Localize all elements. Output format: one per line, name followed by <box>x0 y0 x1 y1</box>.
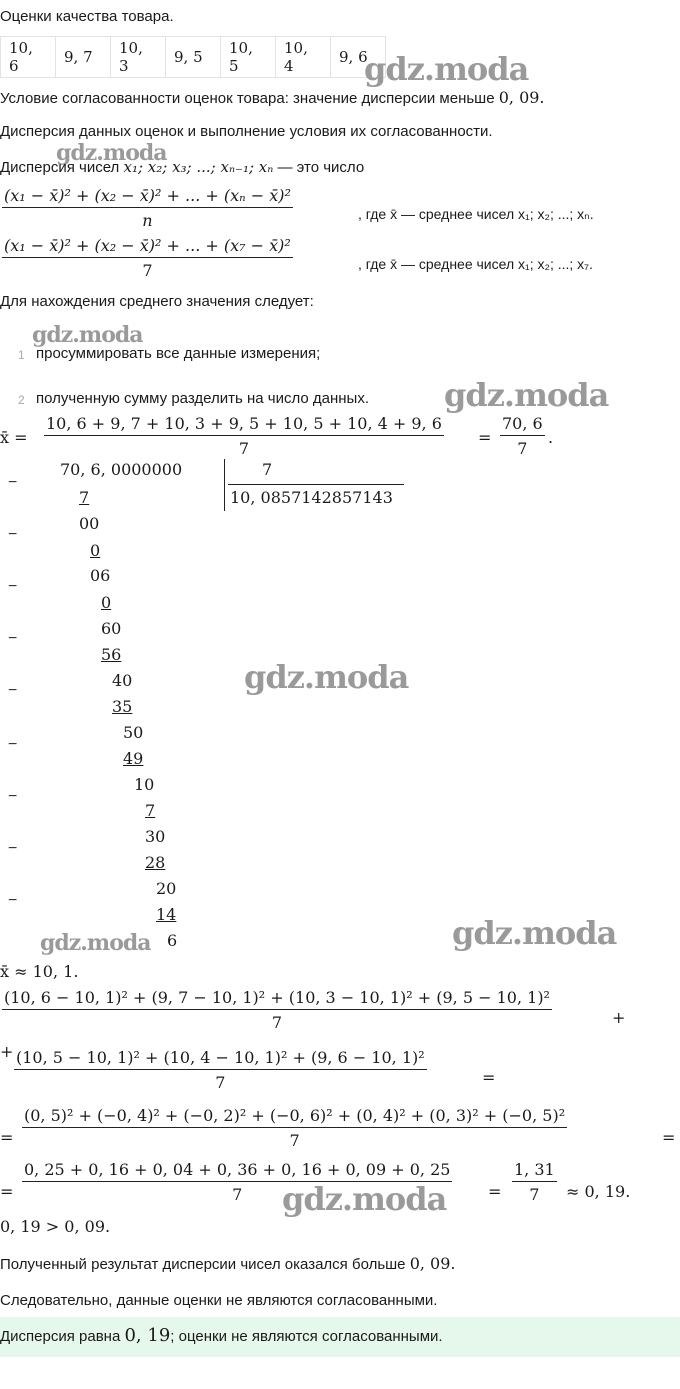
fraction-bar <box>2 257 293 258</box>
result-line <box>0 1254 456 1274</box>
variance-result-fraction <box>512 1160 557 1204</box>
score-cell: 10, 6 <box>1 37 56 78</box>
definition-line <box>0 158 364 177</box>
variance-denominator: 7 <box>289 1131 300 1150</box>
definition-vars: x₁; x₂; x₃; ...; xₙ₋₁; xₙ <box>123 158 274 176</box>
variance-formula-general <box>2 186 293 230</box>
dividend: 70, 6, 0000000 <box>60 460 183 479</box>
variance-result-numerator: 1, 31 <box>514 1160 555 1179</box>
subtrahend: 35 <box>112 697 133 716</box>
subtrahend: 0 <box>90 541 101 560</box>
heading: Оценки качества товара. <box>0 8 174 25</box>
subtrahend: 7 <box>79 488 90 507</box>
equals-sign: = <box>488 1182 502 1201</box>
watermark: gdz.moda <box>40 930 151 956</box>
score-cell: 9, 6 <box>331 37 386 78</box>
quotient: 10, 0857142857143 <box>230 488 393 507</box>
variance-approx: ≈ 0, 19. <box>566 1182 631 1201</box>
plus-sign: + <box>0 1042 14 1061</box>
answer-text: Дисперсия равна <box>0 1328 121 1345</box>
list-item: полученную сумму разделить на число данных. <box>36 390 369 407</box>
mean-intro: Для нахождения среднего значения следует: <box>0 293 314 310</box>
equals-sign: = <box>0 1182 14 1201</box>
period: . <box>548 428 554 447</box>
formula-numerator: (x₁ − x̄)² + (x₂ − x̄)² + ... + (x₇ − x̄)² <box>4 236 291 255</box>
mean-approx: x̄ ≈ 10, 1. <box>0 962 79 981</box>
plus-sign: + <box>612 1008 626 1027</box>
division-horizontal-line <box>228 484 404 485</box>
watermark: gdz.moda <box>244 658 409 696</box>
score-cell: 10, 3 <box>111 37 166 78</box>
variance-fraction-1 <box>2 988 552 1032</box>
list-item: просуммировать все данные измерения; <box>36 345 321 362</box>
subtrahend: 0 <box>101 593 112 612</box>
subtrahend: 28 <box>145 853 166 872</box>
answer-line <box>0 1325 443 1347</box>
remainder: 10 <box>134 775 155 794</box>
fraction-bar <box>500 435 545 436</box>
remainder: 60 <box>101 619 122 638</box>
formula-denominator: 7 <box>142 261 153 280</box>
section-title: Дисперсия данных оценок и выполнение условия их согласованности. <box>0 123 493 140</box>
formula-denominator: n <box>142 211 153 230</box>
remainder: 40 <box>112 671 133 690</box>
condition-value: 0, 09. <box>498 88 545 107</box>
subtrahend: 7 <box>145 801 156 820</box>
mean-denominator: 7 <box>238 439 250 458</box>
fraction-bar <box>22 1127 567 1128</box>
fraction-bar <box>512 1181 557 1182</box>
variance-numerator: 0, 25 + 0, 16 + 0, 04 + 0, 36 + 0, 16 + 0, 09 + 0, 25 <box>24 1160 451 1179</box>
fraction-bar <box>14 1069 427 1070</box>
variance-formula-seven <box>2 236 293 280</box>
watermark: gdz.moda <box>364 50 529 88</box>
variance-numerator: (10, 5 − 10, 1)² + (10, 4 − 10, 1)² + (9, 6 − 10, 1)² <box>16 1048 425 1067</box>
watermark: gdz.moda <box>282 1180 447 1218</box>
remainder: 6 <box>167 931 178 950</box>
answer-value: 0, 19 <box>124 1325 171 1346</box>
minus-sign: − <box>8 840 18 857</box>
variance-fraction-3 <box>22 1106 567 1150</box>
score-cell: 10, 5 <box>221 37 276 78</box>
result-text: Полученный результат дисперсии чисел оказался больше <box>0 1256 406 1273</box>
mean-result-denominator: 7 <box>517 439 528 458</box>
watermark: gdz.moda <box>444 376 609 414</box>
equals-sign: = <box>478 428 492 447</box>
equals-sign: = <box>662 1128 676 1147</box>
remainder: 00 <box>79 514 100 533</box>
subtrahend: 49 <box>123 749 144 768</box>
minus-sign: − <box>8 578 18 595</box>
minus-sign: − <box>8 788 18 805</box>
fraction-bar <box>44 435 444 436</box>
fraction-bar <box>2 207 293 208</box>
formula-numerator: (x₁ − x̄)² + (x₂ − x̄)² + ... + (xₙ − x̄)² <box>4 186 291 205</box>
conclusion: Следовательно, данные оценки не являются согласованными. <box>0 1292 438 1309</box>
watermark: gdz.moda <box>452 914 617 952</box>
mean-result-numerator: 70, 6 <box>502 414 543 433</box>
variance-denominator: 7 <box>215 1073 226 1092</box>
minus-sign: − <box>8 892 18 909</box>
condition-text: Условие согласованности оценок товара: значение дисперсии меньше <box>0 90 495 107</box>
scores-table <box>0 36 386 78</box>
remainder: 30 <box>145 827 166 846</box>
minus-sign: − <box>8 682 18 699</box>
variance-numerator: (10, 6 − 10, 1)² + (9, 7 − 10, 1)² + (10, 3 − 10, 1)² + (9, 5 − 10, 1)² <box>4 988 550 1007</box>
answer-box <box>0 1317 680 1357</box>
division-vertical-line <box>224 459 225 511</box>
mean-numerator: 10, 6 + 9, 7 + 10, 3 + 9, 5 + 10, 5 + 10, 4 + 9, 6 <box>46 414 442 433</box>
definition-tail: — это число <box>277 159 365 176</box>
subtrahend: 56 <box>101 645 122 664</box>
mean-fraction <box>44 414 444 458</box>
remainder: 06 <box>90 566 111 585</box>
fraction-bar <box>2 1009 552 1010</box>
variance-result-denominator: 7 <box>529 1185 540 1204</box>
score-cell: 10, 4 <box>276 37 331 78</box>
variance-numerator: (0, 5)² + (−0, 4)² + (−0, 2)² + (−0, 6)² + (0, 4)² + (0, 3)² + (−0, 5)² <box>24 1106 566 1125</box>
list-number: 2 <box>18 393 25 407</box>
equals-sign: = <box>482 1068 496 1087</box>
watermark: gdz.moda <box>32 322 143 348</box>
subtrahend: 14 <box>156 905 177 924</box>
result-value: 0, 09. <box>409 1254 456 1273</box>
formula-where: , где x̄ — среднее чисел x₁; x₂; ...; x₇. <box>358 256 593 272</box>
watermark: gdz.moda <box>56 140 167 166</box>
score-cell: 9, 7 <box>56 37 111 78</box>
comparison: 0, 19 > 0, 09. <box>0 1217 111 1236</box>
remainder: 20 <box>156 879 177 898</box>
score-cell: 9, 5 <box>166 37 221 78</box>
variance-denominator: 7 <box>232 1185 243 1204</box>
condition-line <box>0 88 545 108</box>
variance-denominator: 7 <box>271 1013 283 1032</box>
remainder: 50 <box>123 723 144 742</box>
answer-text: ; оценки не являются согласованными. <box>170 1328 443 1345</box>
divisor: 7 <box>262 460 273 479</box>
minus-sign: − <box>8 630 18 647</box>
definition-intro: Дисперсия чисел <box>0 159 120 176</box>
mean-lhs: x̄ = <box>0 428 28 447</box>
list-number: 1 <box>18 348 25 362</box>
minus-sign: − <box>8 526 18 543</box>
equals-sign: = <box>0 1128 14 1147</box>
minus-sign: − <box>8 736 18 753</box>
formula-where: , где x̄ — среднее чисел x₁; x₂; ...; xₙ. <box>358 206 594 222</box>
minus-sign: − <box>8 474 18 491</box>
mean-result-fraction <box>500 414 545 458</box>
variance-fraction-2 <box>14 1048 427 1092</box>
